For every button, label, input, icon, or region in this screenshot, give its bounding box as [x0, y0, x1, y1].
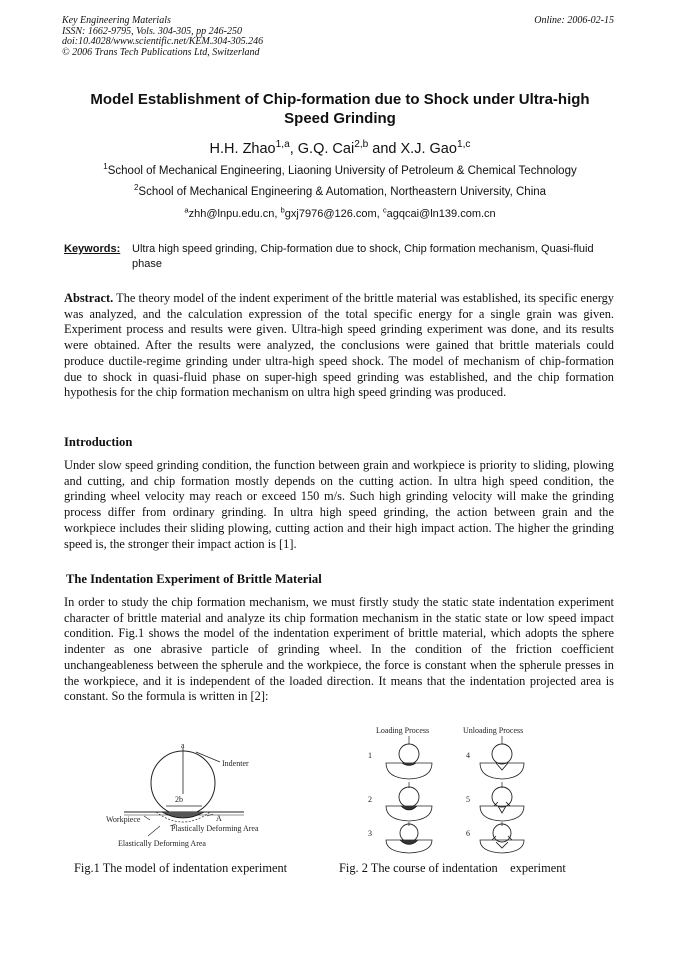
- author-separator: and: [368, 141, 401, 157]
- affil-mark: 1: [103, 162, 108, 172]
- paper-title: [60, 90, 620, 128]
- affil-text: School of Mechanical Engineering & Automation, Northeastern University, China: [138, 186, 547, 198]
- title-line-1: Model Establishment of Chip-formation due to Shock under Ultra-high: [90, 91, 590, 108]
- doi-line: doi:10.4028/www.scientific.net/KEM.304-305.246: [62, 36, 264, 47]
- label-elastic-area: Elastically Deforming Area: [118, 839, 206, 848]
- author-name: X.J. Gao: [400, 141, 457, 157]
- journal-name: Key Engineering Materials: [62, 15, 171, 26]
- label-plastic-area: Plastically Deforming Area: [171, 824, 259, 833]
- email-mark: b: [280, 205, 285, 215]
- loading-stage-2: [386, 782, 432, 821]
- abstract-label: Abstract.: [64, 291, 114, 305]
- author-affil-mark: 1,c: [456, 139, 471, 151]
- email-mark: c: [382, 205, 387, 215]
- affiliation-1: [40, 162, 640, 177]
- abstract-text: The theory model of the indent experiment of the brittle material was established, its specific energy was analyzed, and the calculation expression of the total specific energy for a single grain was given. Experiment process and results were given. Ultra-high speed grinding experiment was done, and its results were obtained. After the results were analyzed, the conclusions were gained that brittle materials could produce ductile-regime grinding under ultra-high speed shock. The model of mechanism of chip-formation due to shock in quasi-fluid phase on super-high speed grinding was established, and the chip formation hypothesis for the chip formation mechanism on ultra high speed grinding was produced.: [64, 291, 614, 400]
- email-link[interactable]: gxj7976@126.com,: [284, 208, 383, 220]
- affil-text: School of Mechanical Engineering, Liaoning University of Petroleum & Chemical Technology: [107, 165, 577, 177]
- plastic-zone-shape: [162, 812, 204, 818]
- author-affil-mark: 2,b: [354, 139, 369, 151]
- keywords-block: [64, 242, 624, 270]
- author-name: H.H. Zhao: [209, 141, 276, 157]
- email-link[interactable]: zhh@lnpu.edu.cn,: [188, 208, 281, 220]
- label-2b: 2b: [175, 795, 183, 804]
- keywords-text: Ultra high speed grinding, Chip-formation due to shock, Chip formation mechanism, Quasi-fluid phase: [132, 243, 594, 270]
- copyright-line: © 2006 Trans Tech Publications Ltd, Switzerland: [62, 46, 260, 58]
- workpiece-leader: [144, 816, 150, 820]
- email-mark: a: [184, 205, 189, 215]
- introduction-heading: Introduction: [64, 435, 133, 449]
- stage-number: 2: [368, 795, 372, 804]
- unloading-stage-4: [480, 736, 524, 779]
- label-a: a: [181, 741, 185, 750]
- loading-process-label: Loading Process: [376, 726, 430, 735]
- label-workpiece: Workpiece: [106, 815, 141, 824]
- unloading-process-label: Unloading Process: [463, 726, 524, 735]
- stage-number: 5: [466, 795, 470, 804]
- title-line-2: Speed Grinding: [284, 110, 396, 127]
- stage-number: 3: [368, 829, 372, 838]
- author-list: [60, 141, 620, 157]
- author-emails: [60, 205, 620, 220]
- online-date: Online: 2006-02-15: [534, 15, 614, 26]
- email-link[interactable]: agqcai@ln139.com.cn: [386, 208, 496, 220]
- figure-1-diagram: [104, 736, 304, 852]
- figure-2-diagram: [362, 722, 562, 854]
- indentation-paragraph: In order to study the chip formation mechanism, we must firstly study the static state indentation experiment character of brittle material and analyze its chip formation mechanism in the static state or low speed impact condition. Fig.1 shows the model of the indentation experiment of brittle material, which adopts the sphere indenter as one abrasive particle of grinding wheel. In the condition of the friction coefficient unchangeableness between the spherule and the workpiece, the force is constant when the spherule presses in the workpiece, and it is independent of the loaded direction. It means that the indentation projected area is constant. So the formula is written in [2]:: [64, 595, 614, 704]
- issn-line: ISSN: 1662-9795, Vols. 304-305, pp 246-250: [62, 25, 242, 37]
- keywords-label: Keywords:: [64, 243, 121, 255]
- loading-stage-3: [386, 822, 432, 853]
- stage-number: 6: [466, 829, 470, 838]
- author-name: G.Q. Cai: [297, 141, 355, 157]
- abstract-paragraph: [64, 291, 614, 401]
- introduction-paragraph: Under slow speed grinding condition, the function between grain and workpiece is priority to sliding, plowing and cutting, and chip formation mostly depends on the cutting action. In ultra high speed condition, the grinding wheel velocity may reach or exceed 150 m/s. Such high grinding velocity will make the grinding process differ from ordinary grinding. In ultra high speed grinding, the action between grain and the workpiece includes their sliding plowing, cutting action and their high impact action. The higher the grinding speed is, the stronger their impact action is [1].: [64, 458, 614, 551]
- figure-2-caption: Fig. 2 The course of indentation experiment: [339, 861, 566, 875]
- stage-number: 4: [466, 751, 470, 760]
- indentation-heading: The Indentation Experiment of Brittle Material: [66, 572, 322, 586]
- label-indenter: Indenter: [222, 759, 249, 768]
- stage-number: 1: [368, 751, 372, 760]
- affiliation-2: [40, 183, 640, 198]
- author-separator: ,: [289, 141, 298, 157]
- unloading-stage-6: [480, 822, 524, 853]
- unloading-stage-5: [480, 782, 524, 821]
- author-affil-mark: 1,a: [275, 139, 290, 151]
- figure-1-caption: Fig.1 The model of indentation experiment: [74, 861, 288, 875]
- label-A: A: [216, 814, 222, 823]
- elastic-leader: [148, 826, 160, 836]
- indenter-leader-line: [196, 752, 220, 762]
- affil-mark: 2: [133, 183, 139, 193]
- journal-header: [62, 16, 263, 58]
- loading-stage-1: [386, 736, 432, 779]
